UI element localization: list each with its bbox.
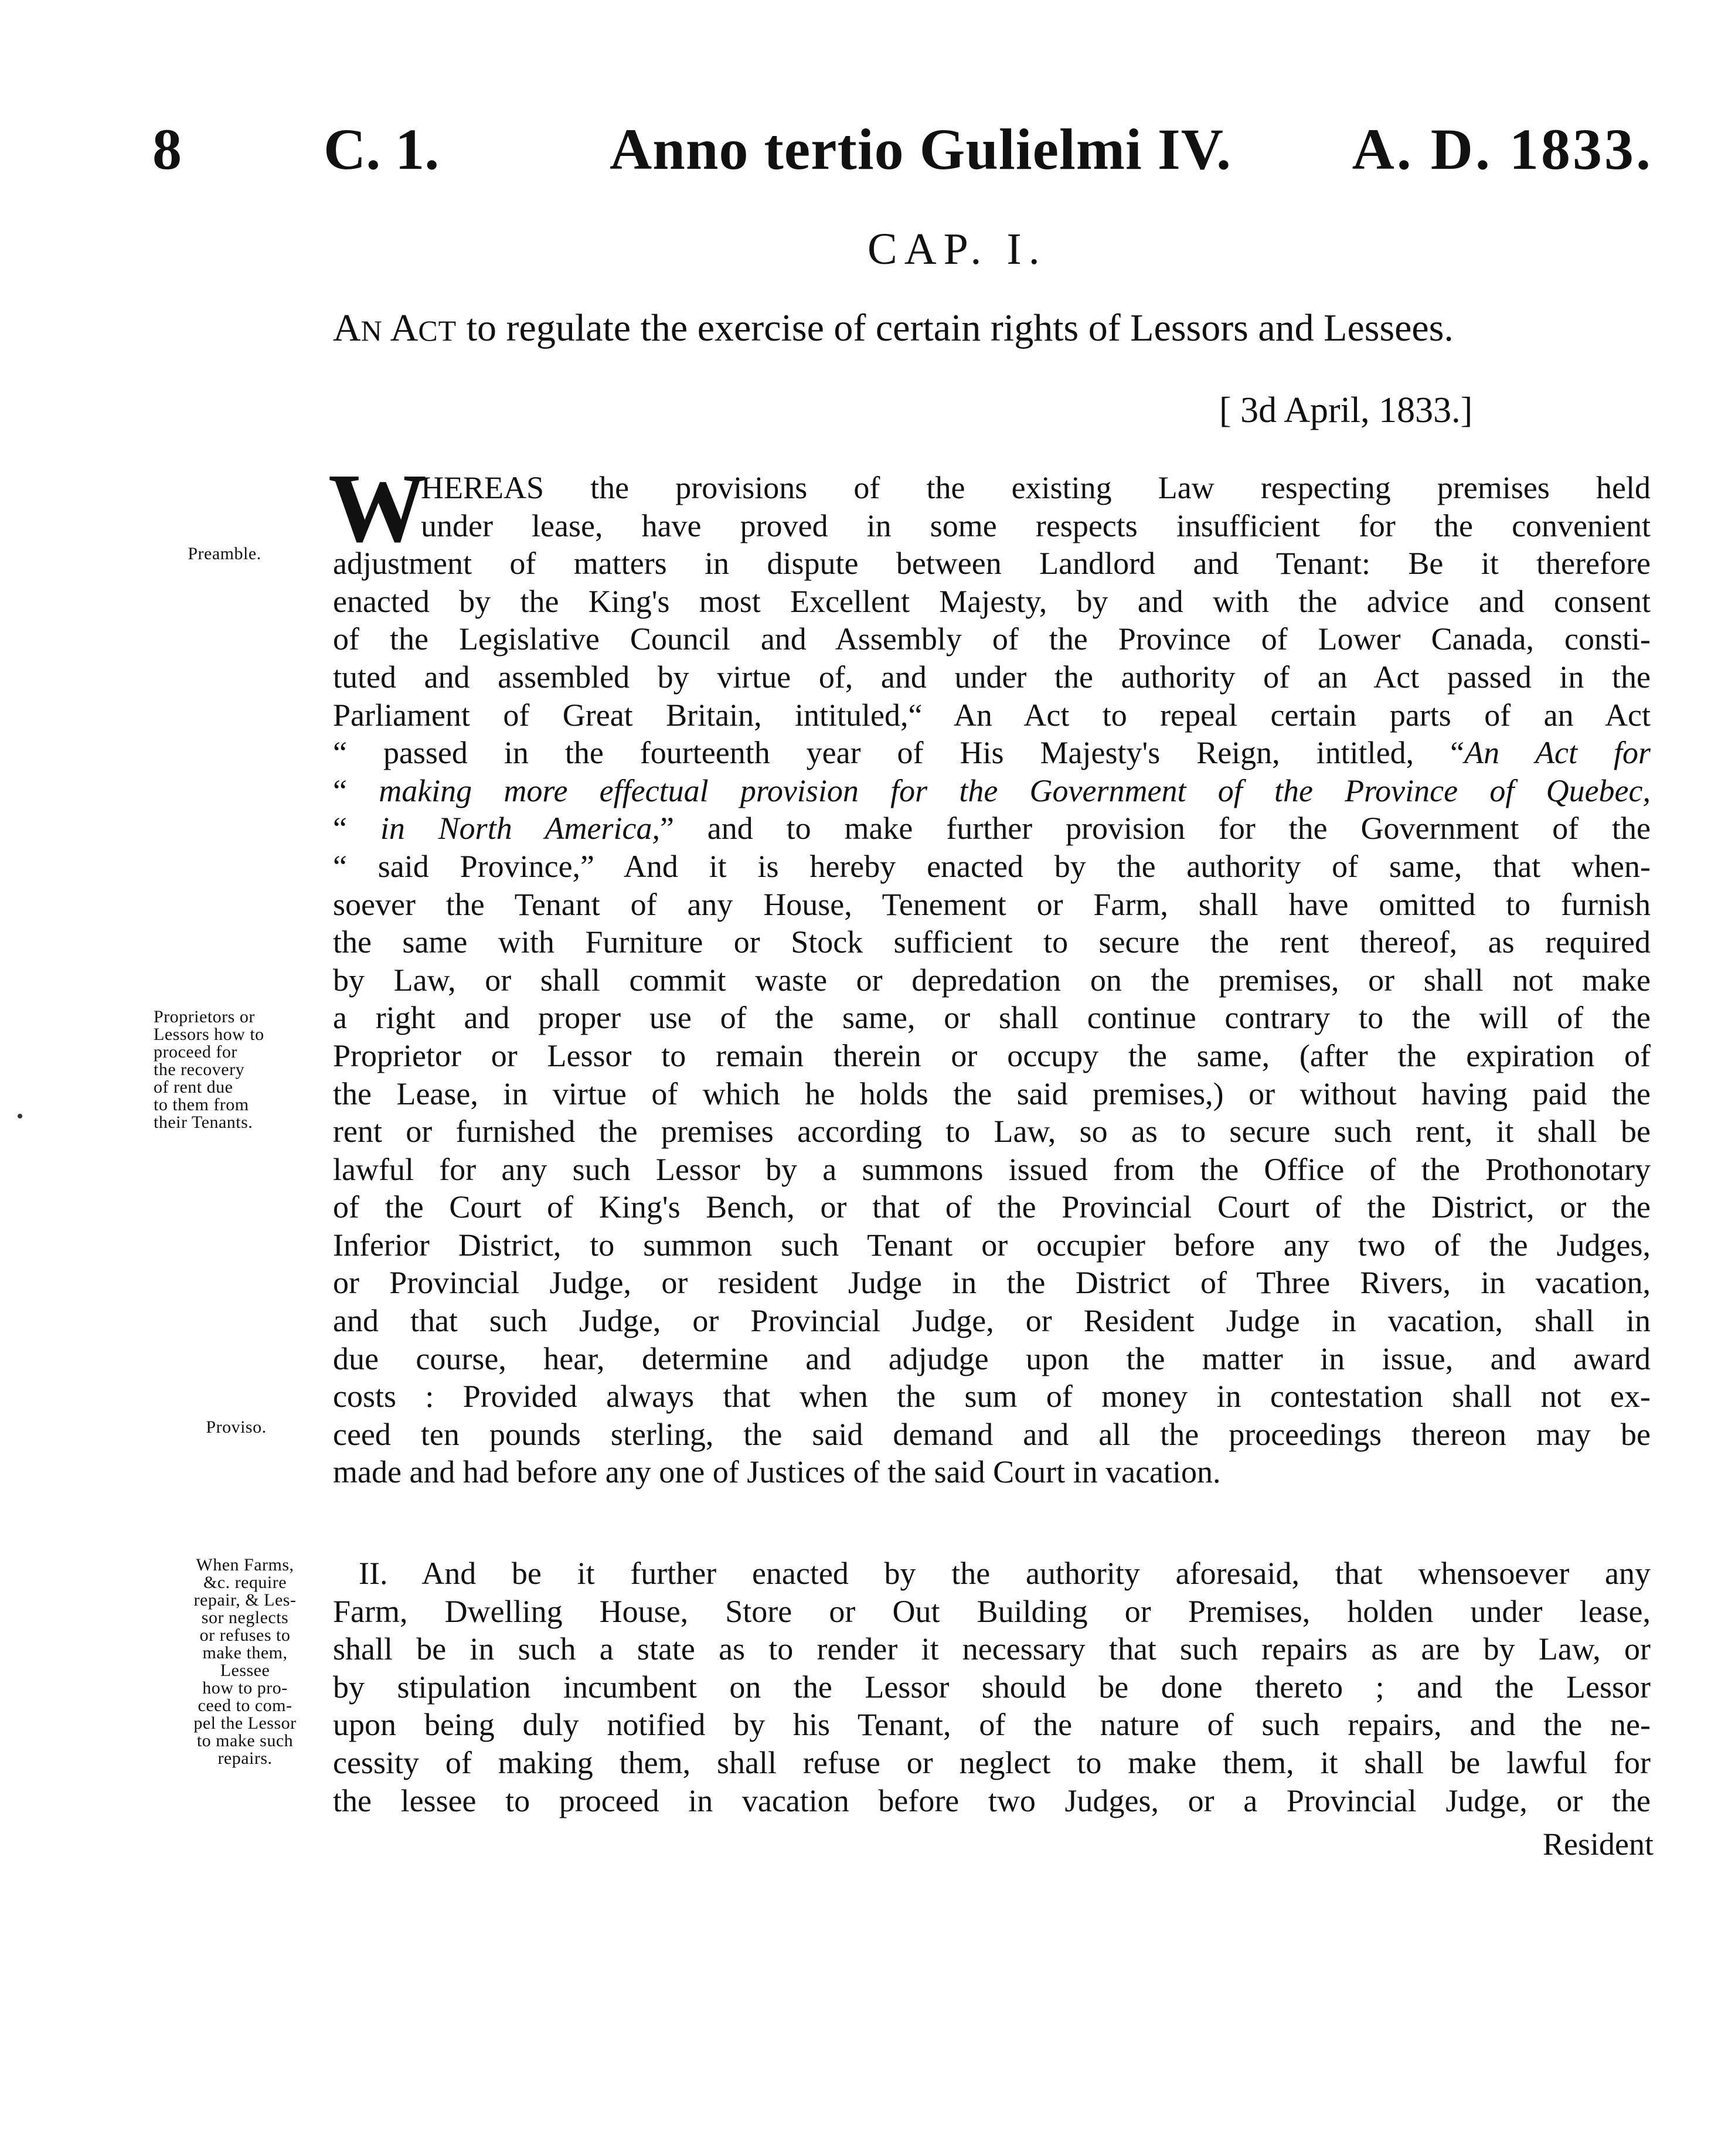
margin-note-line: Proprietors or: [154, 1007, 255, 1026]
margin-note-line: the recovery: [154, 1060, 245, 1079]
margin-note-line: pel the Lessor: [193, 1713, 297, 1733]
margin-note-line: &c. require: [203, 1573, 287, 1592]
act-title-small-ct: CT: [418, 314, 457, 347]
text-line: Parliament of Great Britain, intituled,“ An Act to repeal certain parts of an Act: [333, 697, 1651, 733]
margin-note-line: of rent due: [154, 1077, 233, 1097]
text-line: [333, 810, 1651, 848]
text-line: shall be in such a state as to render it necessary that such repairs as are by Law, or: [333, 1631, 1651, 1667]
text-line: the same with Furniture or Stock sufficient to secure the rent thereof, as required: [333, 924, 1651, 960]
text-line: Proprietor or Lessor to remain therein or occupy the same, (after the expiration of: [333, 1038, 1651, 1073]
text-line: under lease, have proved in some respects insufficient for the convenient: [421, 508, 1651, 543]
margin-note-farms: [157, 1556, 333, 1767]
margin-note-line: Proviso.: [206, 1417, 267, 1437]
margin-note-line: how to pro-: [202, 1678, 288, 1698]
text-line: [333, 734, 1651, 772]
catchword: Resident: [1543, 1827, 1654, 1862]
section-2-text: [333, 1555, 1651, 1820]
text-line: Inferior District, to summon such Tenant or occupier before any two of the Judges,: [333, 1227, 1651, 1263]
text-line: soever the Tenant of any House, Tenement or Farm, shall have omitted to furnish: [333, 886, 1651, 922]
page-number: 8: [152, 117, 182, 182]
text-line: HEREAS the provisions of the existing Law respecting premises held: [421, 470, 1651, 505]
text-line: and that such Judge, or Provincial Judge, or Resident Judge in vacation, shall in: [333, 1303, 1651, 1339]
margin-note-line: Lessee: [220, 1661, 270, 1680]
text-line: lawful for any such Lessor by a summons issued from the Office of the Prothonotary: [333, 1151, 1651, 1187]
running-header: [141, 108, 1653, 191]
text-line: enacted by the King's most Excellent Majesty, by and with the advice and consent: [333, 583, 1651, 619]
text-line: [333, 772, 1651, 810]
text-line: made and had before any one of Justices of the said Court in vacation.: [333, 1454, 1221, 1490]
act-title-small-n: N: [360, 314, 383, 347]
section-1-text: [328, 454, 1651, 1491]
assent-date: [ 3d April, 1833.]: [1219, 390, 1473, 430]
margin-note-line: repair, & Les-: [193, 1590, 297, 1610]
text-line-start: “ passed in the fourteenth year of His Majesty's Reign, intitled, “: [333, 735, 1465, 771]
text-line: upon being duly notified by his Tenant, of the nature of such repairs, and the ne-: [333, 1707, 1651, 1743]
margin-note-proprietors: [154, 1008, 321, 1131]
italic-title-part-2: making more effectual provision for the Government of the Province of Quebec,: [379, 773, 1651, 808]
margin-note-line: Preamble.: [188, 544, 261, 563]
text-line: by stipulation incumbent on the Lessor should be done thereto ; and the Lessor: [333, 1669, 1651, 1705]
margin-note-line: proceed for: [154, 1042, 237, 1062]
scan-speck: [18, 1114, 22, 1118]
act-title-rest: to regulate the exercise of certain rights of Lessors and Lessees.: [457, 307, 1454, 349]
drop-cap: W: [328, 454, 427, 563]
margin-note-line: their Tenants.: [154, 1113, 253, 1132]
text-line-start: “: [333, 773, 379, 808]
text-line: or Provincial Judge, or resident Judge in the District of Three Rivers, in vacation,: [333, 1265, 1651, 1301]
margin-note-proviso: [186, 1419, 286, 1436]
margin-note-line: make them,: [202, 1643, 288, 1662]
chapter-number: C. 1.: [324, 117, 440, 182]
margin-note-line: Lessors how to: [154, 1025, 264, 1044]
text-line: of the Legislative Council and Assembly of the Province of Lower Canada, consti-: [333, 621, 1651, 657]
text-line: the Lease, in virtue of which he holds the said premises,) or without having paid the: [333, 1076, 1651, 1111]
margin-note-line: sor neglects: [201, 1608, 289, 1627]
chapter-title: CAP. I.: [867, 225, 1047, 274]
text-line: Farm, Dwelling House, Store or Out Building or Premises, holden under lease,: [333, 1593, 1651, 1629]
act-title: [333, 302, 1656, 357]
margin-note-line: to make such: [196, 1731, 294, 1750]
text-line: costs : Provided always that when the sum of money in contestation shall not ex-: [333, 1379, 1651, 1414]
calendar-year: A. D. 1833.: [1352, 117, 1653, 182]
text-line-start: “: [333, 811, 380, 846]
italic-title-part-1: An Act for: [1464, 735, 1651, 771]
text-line: a right and proper use of the same, or shall continue contrary to the will of the: [333, 1000, 1651, 1036]
act-title-initial-act: A: [390, 307, 419, 349]
text-line: adjustment of matters in dispute between Landlord and Tenant: Be it therefore: [333, 546, 1651, 581]
italic-title-part-3: in North America,: [380, 811, 660, 846]
margin-note-line: or refuses to: [199, 1625, 291, 1645]
text-line: cessity of making them, shall refuse or neglect to make them, it shall be lawful for: [333, 1744, 1651, 1780]
margin-note-line: ceed to com-: [198, 1696, 292, 1715]
margin-note-line: When Farms,: [196, 1555, 294, 1575]
act-title-initial-a: A: [333, 307, 361, 349]
regnal-year: Anno tertio Gulielmi IV.: [610, 117, 1232, 182]
text-line: by Law, or shall commit waste or depredation on the premises, or shall not make: [333, 962, 1651, 998]
text-line: the lessee to proceed in vacation before two Judges, or a Provincial Judge, or the: [333, 1783, 1651, 1818]
margin-note-line: repairs.: [217, 1749, 273, 1768]
text-line: rent or furnished the premises according to Law, so as to secure such rent, it shall be: [333, 1114, 1651, 1150]
margin-note-preamble: [157, 545, 292, 563]
text-line-end: ” and to make further provision for the Government of the: [660, 811, 1651, 846]
text-line: tuted and assembled by virtue of, and under the authority of an Act passed in the: [333, 659, 1651, 695]
text-line: of the Court of King's Bench, or that of the Provincial Court of the District, or the: [333, 1189, 1651, 1225]
margin-note-line: to them from: [154, 1095, 249, 1114]
text-line: “ said Province,” And it is hereby enacted by the authority of same, that when-: [333, 848, 1651, 884]
text-line: ceed ten pounds sterling, the said demand and all the proceedings thereon may be: [333, 1416, 1651, 1452]
text-line: II. And be it further enacted by the authority aforesaid, that whensoever any: [359, 1556, 1651, 1591]
text-line: due course, hear, determine and adjudge upon the matter in issue, and award: [333, 1341, 1651, 1376]
